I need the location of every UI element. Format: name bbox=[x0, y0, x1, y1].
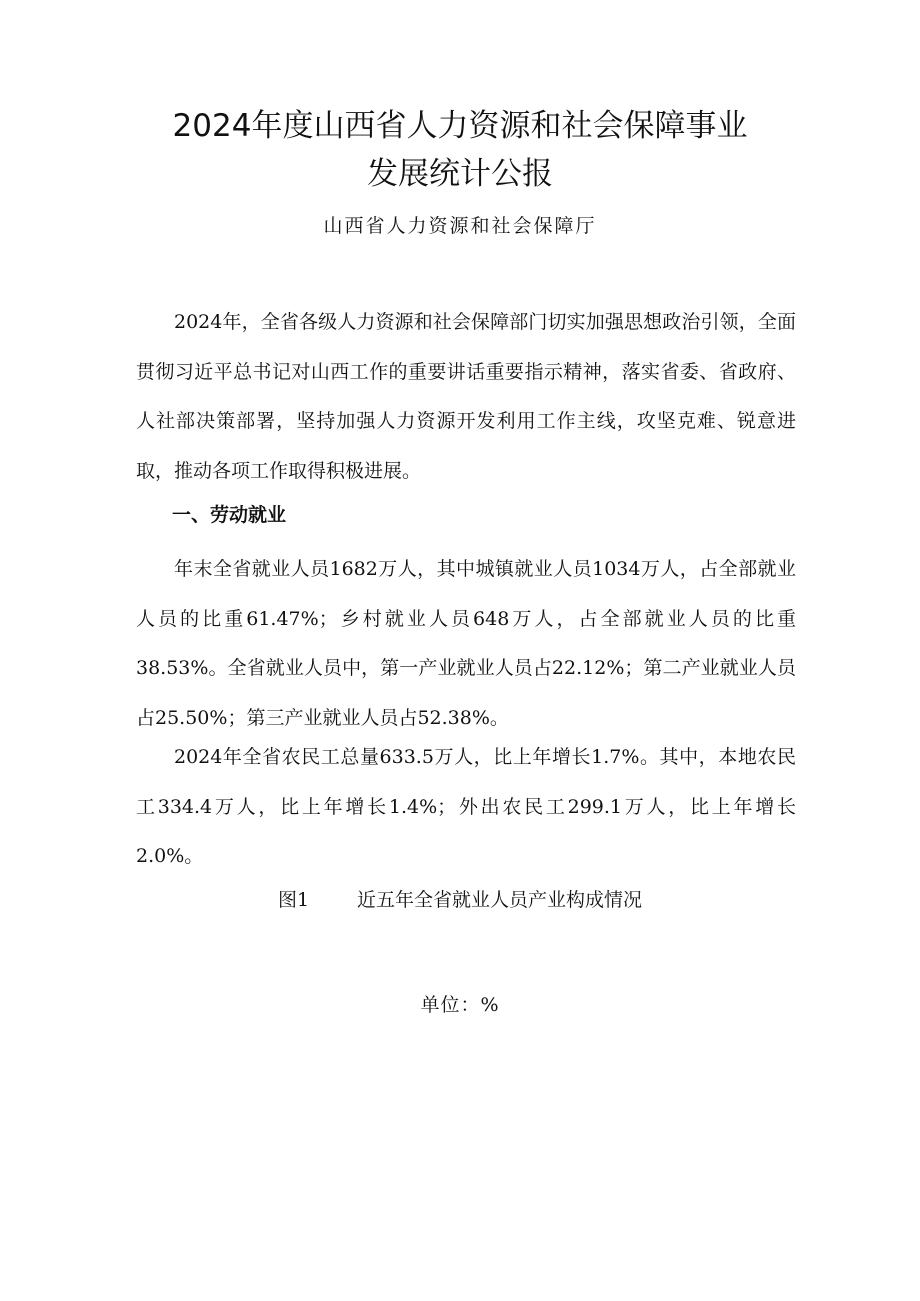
figure-number: 图1 bbox=[277, 889, 310, 911]
intro-paragraph: 2024年，全省各级人力资源和社会保障部门切实加强思想政治引领，全面贯彻习近平总书记对山西工作的重要讲话重要指示精神，落实省委、省政府、人社部决策部署，坚持加强人力资源开发利用工作主线，攻坚克难、锐意进取，推动各项工作取得积极进展。 bbox=[136, 311, 796, 482]
document-title-line2: 发展统计公报 bbox=[367, 156, 553, 192]
figure-caption-text: 近五年全省就业人员产业构成情况 bbox=[357, 889, 643, 911]
section-heading-labor-employment: 一、劳动就业 bbox=[172, 504, 287, 526]
issuer-name: 山西省人力资源和社会保障厅 bbox=[323, 215, 597, 237]
document-title-line1: 2024年度山西省人力资源和社会保障事业 bbox=[172, 108, 748, 144]
figure-caption bbox=[0, 884, 920, 916]
figure-unit: 单位：% bbox=[420, 994, 500, 1016]
migrant-workers-paragraph: 2024年全省农民工总量633.5万人，比上年增长1.7%。其中，本地农民工334.4万人，比上年增长1.4%；外出农民工299.1万人，比上年增长2.0%。 bbox=[136, 746, 796, 867]
employment-paragraph: 年末全省就业人员1682万人，其中城镇就业人员1034万人，占全部就业人员的比重61.47%；乡村就业人员648万人，占全部就业人员的比重38.53%。全省就业人员中，第一产业就业人员占22.12%；第二产业就业人员占25.50%；第三产业就业人员占52.38%。 bbox=[136, 558, 796, 729]
